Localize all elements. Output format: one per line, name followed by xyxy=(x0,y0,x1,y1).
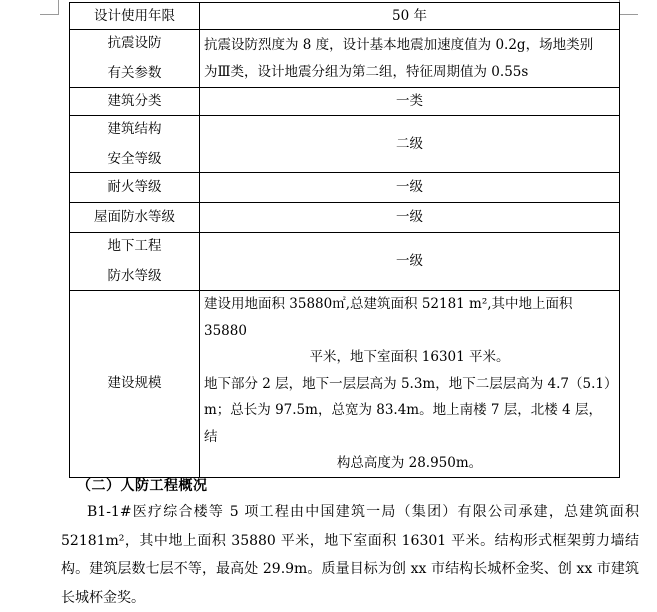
row-value: 抗震设防烈度为 8 度，设计基本地震加速度值为 0.2g，场地类别 为Ⅲ类，设计地震分组为第二组，特征周期值为 0.55s xyxy=(200,30,620,88)
row-value: 一级 xyxy=(200,233,620,291)
section-paragraph: B1-1#医疗综合楼等 5 项工程由中国建筑一局（集团）有限公司承建，总建筑面积 52181m²，其中地上面积 35880 平米，地下室面积 16301 平米。结构形式框架剪力墙结构。建筑层数七层不等，最高处 29.9m。质量目标为创 xx 市结构长城杯金奖、创 xx 市建筑长城杯金奖。 xyxy=(61,504,639,606)
row-label: 建筑结构 安全等级 xyxy=(70,116,200,173)
table-row-underground-waterproof xyxy=(70,233,620,291)
page-corner-mark-right xyxy=(619,0,638,15)
table-row-safety-grade xyxy=(70,116,620,173)
row-label: 耐火等级 xyxy=(70,173,200,203)
row-label: 设计使用年限 xyxy=(70,3,200,30)
table-row-design-life xyxy=(70,3,620,30)
table-row-construction-scale xyxy=(70,291,620,478)
row-label: 地下工程 防水等级 xyxy=(70,233,200,291)
row-label: 建筑分类 xyxy=(70,88,200,116)
row-value: 50 年 xyxy=(200,3,620,30)
page-corner-mark-left xyxy=(40,0,59,15)
row-value: 二级 xyxy=(200,116,620,173)
row-value: 一级 xyxy=(200,203,620,233)
row-label: 建设规模 xyxy=(70,291,200,478)
row-label: 抗震设防 有关参数 xyxy=(70,30,200,88)
row-label: 屋面防水等级 xyxy=(70,203,200,233)
row-value: 一类 xyxy=(200,88,620,116)
row-value: 一级 xyxy=(200,173,620,203)
section-heading: （二）人防工程概况 xyxy=(77,478,208,494)
design-parameters-table xyxy=(69,2,620,478)
table-row-fire-rating xyxy=(70,173,620,203)
table-row-roof-waterproof xyxy=(70,203,620,233)
table-row-seismic xyxy=(70,30,620,88)
row-value: 建设用地面积 35880㎡,总建筑面积 52181 m²,其中地上面积 35880 平米，地下室面积 16301 平米。 地下部分 2 层，地下一层层高为 5.3m，地下二层层高为 4.7（5.1） m；总长为 97.5m，总宽为 83.4m。地上南楼 7 层，北楼 4 层，结 构总高度为 28.950m。 xyxy=(200,291,620,478)
table-row-building-class xyxy=(70,88,620,116)
